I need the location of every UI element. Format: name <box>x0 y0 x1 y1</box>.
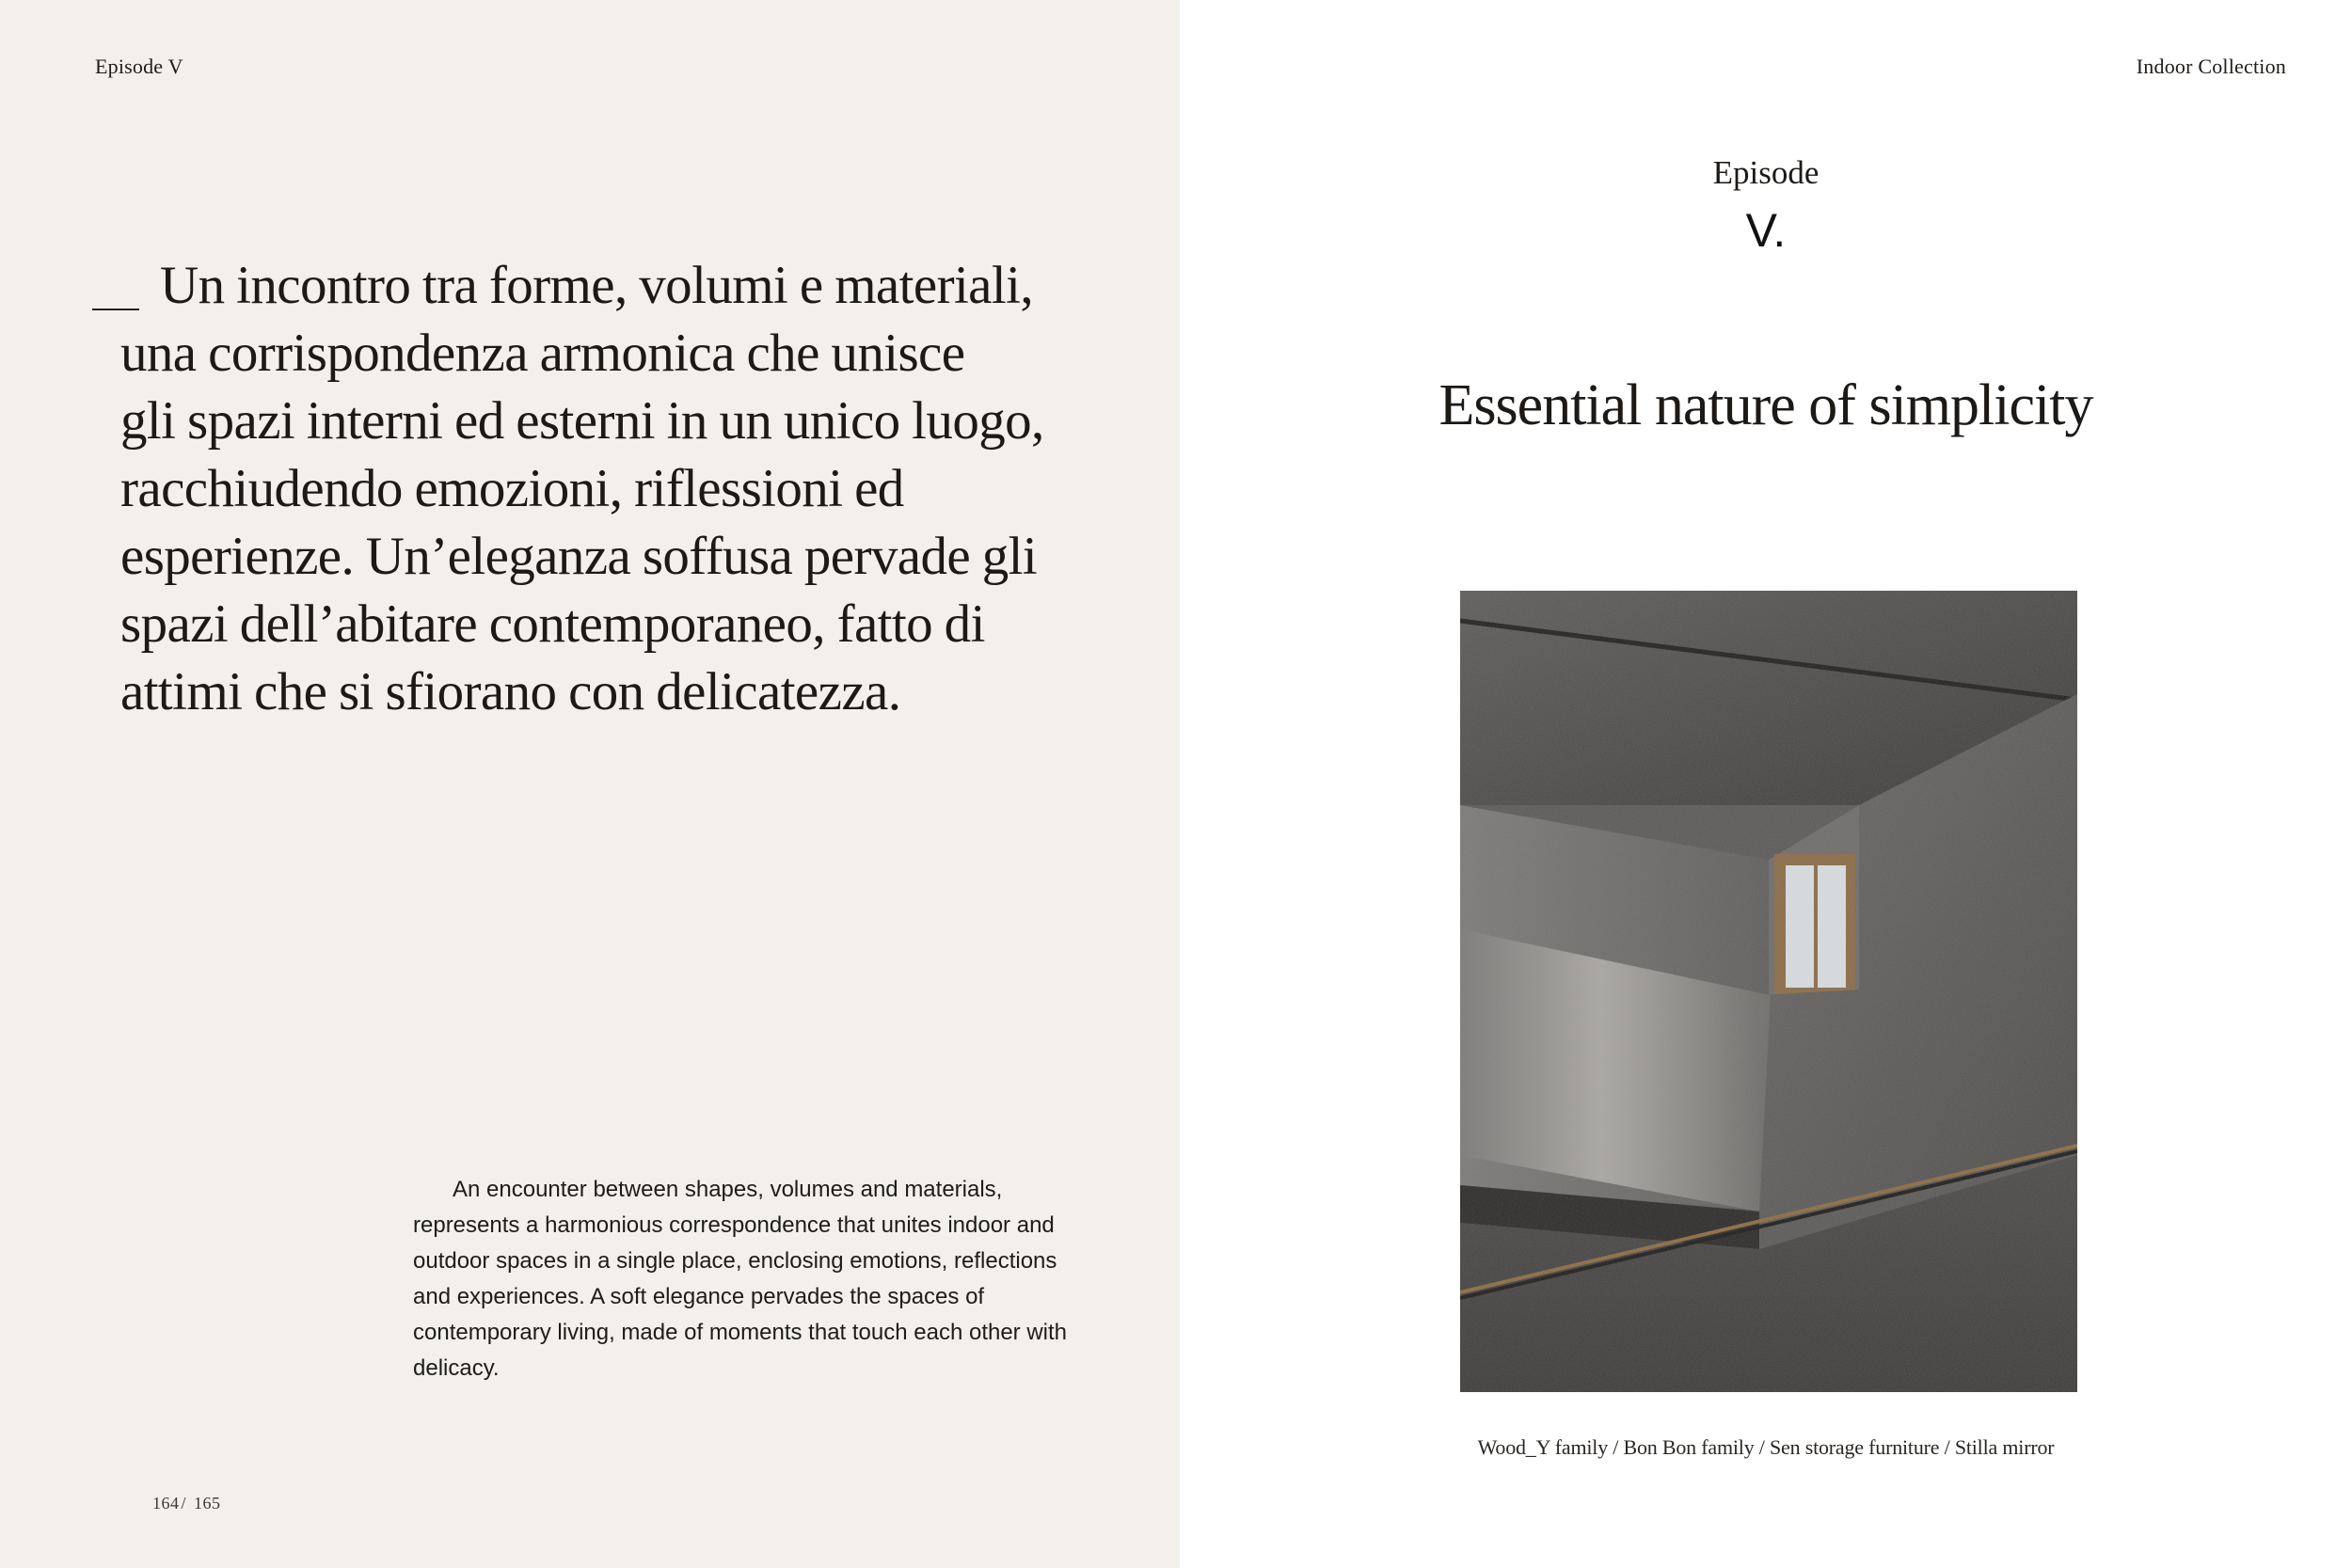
quote-line: spazi dell’abitare contemporaneo, fatto di <box>120 594 985 654</box>
quote-line: esperienze. Un’eleganza soffusa pervade gli <box>120 527 1038 586</box>
photo-caption: Wood_Y family / Bon Bon family / Sen storage furniture / Stilla mirror <box>1477 1435 2055 1459</box>
headline: Essential nature of simplicity <box>1438 373 2093 437</box>
episode-number: V. <box>1745 204 1787 257</box>
running-head-right: Indoor Collection <box>2136 55 2286 78</box>
quote-line: racchiudendo emozioni, riflessioni ed <box>120 459 904 518</box>
english-translation: An encounter between shapes, volumes and materials, represents a harmonious correspondence that unites indoor and outdoor spaces in a single place, enclosing emotions, reflections and experiences. A soft elegance pervades the spaces of contemporary living, made of moments that touch each other with delicacy. <box>413 1177 1068 1381</box>
em-dash-rule <box>92 309 139 310</box>
italian-quote <box>92 252 1108 726</box>
quote-line-text: Un incontro tra forme, volumi e materiali, <box>160 256 1034 315</box>
quote-line: attimi che si sfiorano con delicatezza. <box>120 662 901 721</box>
quote-line: una corrispondenza armonica che unisce <box>120 324 965 383</box>
folio-separator: / <box>181 1494 187 1513</box>
quote-line <box>92 252 1108 320</box>
page-number-left: 164 <box>152 1494 180 1513</box>
right-page <box>1180 0 2352 1568</box>
episode-label: Episode <box>1712 154 1820 191</box>
interior-photo <box>1460 591 2077 1392</box>
concrete-room-illustration <box>1460 591 2077 1392</box>
quote-line: gli spazi interni ed esterni in un unico luogo, <box>120 391 1044 451</box>
page-numbers <box>152 1494 221 1513</box>
page-number-right: 165 <box>194 1494 221 1513</box>
running-head-left: Episode V <box>95 55 183 78</box>
